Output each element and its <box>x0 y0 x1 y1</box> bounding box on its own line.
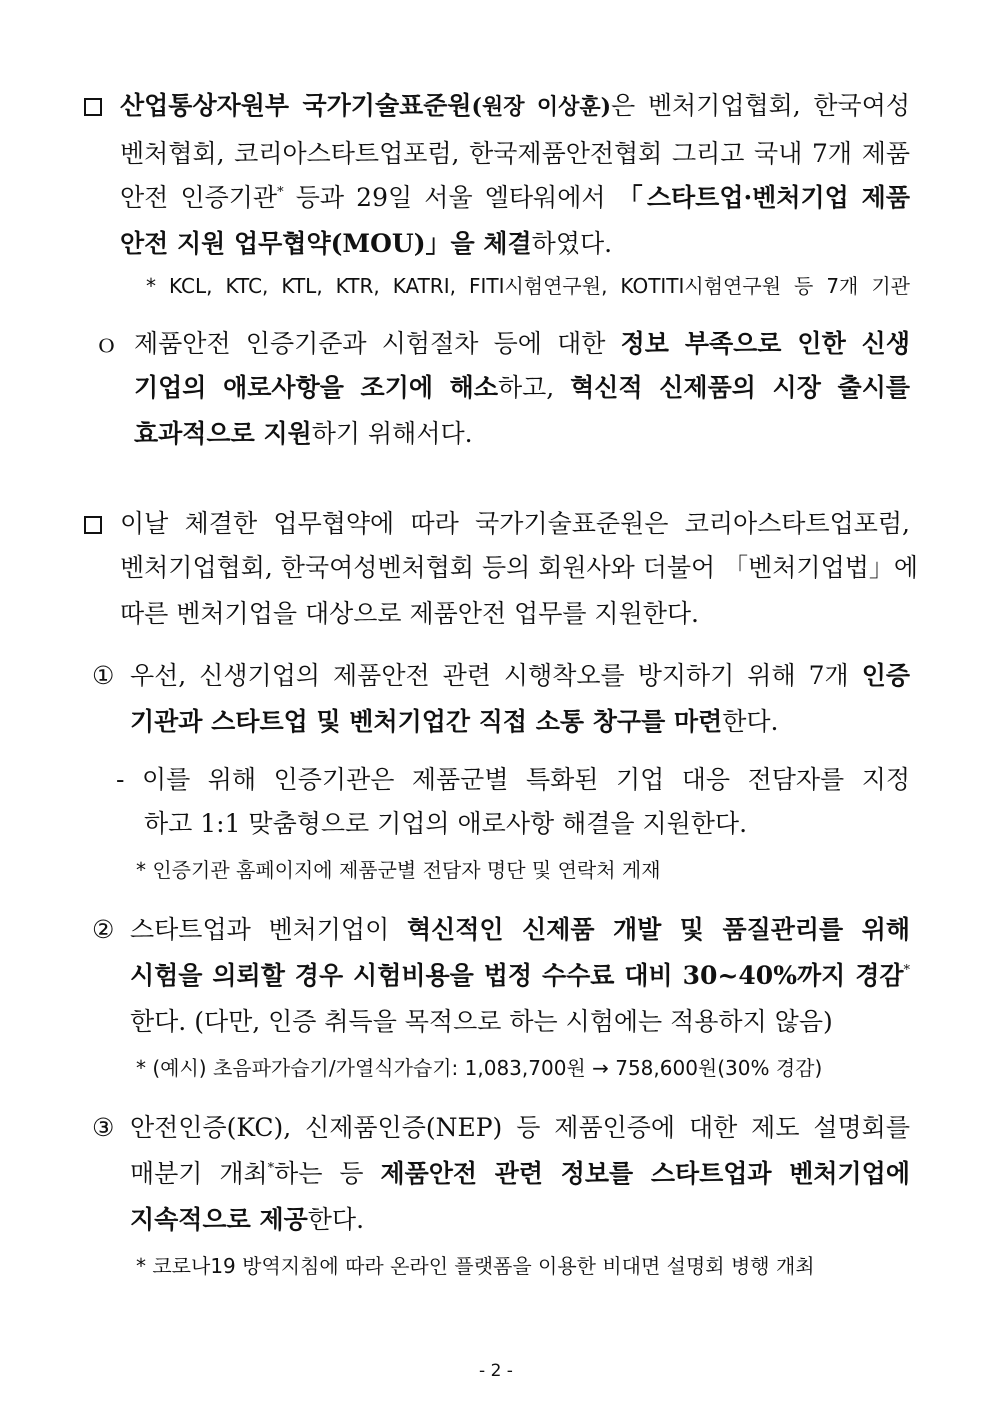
item3-footnote-star: * <box>136 1254 146 1278</box>
p1sub-l3-text: 하기 위해서다. <box>311 419 473 448</box>
p1-l3-a: 안전 인증기관 <box>120 183 278 212</box>
item1-sub-line-1: 이를 위해 인증기관은 제품군별 특화된 기업 대응 전담자를 지정 <box>142 765 910 794</box>
item3-l3-bold: 지속적으로 제공 <box>130 1205 308 1234</box>
item3-l2-a: 매분기 개최 <box>130 1159 268 1188</box>
number-1-icon: ① <box>92 661 115 690</box>
item2-line-2 <box>130 960 910 992</box>
circle-bullet-icon: ｏ <box>94 329 120 358</box>
page-number: - 2 - <box>479 1361 513 1381</box>
item2-line-1 <box>130 914 910 946</box>
item3-line-2 <box>130 1158 910 1190</box>
p1-director: (원장 이상훈) <box>471 94 612 120</box>
p1-l3-b: 등과 29일 서울 엘타워에서 <box>283 183 618 212</box>
item1-sub-line-2: 하고 1:1 맞춤형으로 기업의 애로사항 해결을 지원한다. <box>144 809 748 838</box>
p1-footnote-star: * <box>146 274 156 298</box>
p2-line-2: 벤처기업협회, 한국여성벤처협회 등의 회원사와 더불어 「벤처기업법」에 <box>120 553 919 582</box>
p1sub-l3-bold: 효과적으로 지원 <box>134 419 312 448</box>
p1-l3-star: * <box>277 185 284 200</box>
item2-footnote <box>136 1054 822 1082</box>
p1-line-4 <box>120 228 612 260</box>
p1-ministry: 산업통상자원부 국가기술표준원 <box>120 91 472 120</box>
dash-bullet-icon: - <box>116 765 125 794</box>
checkbox-square-icon <box>84 98 102 116</box>
p1-line-3 <box>120 182 910 214</box>
p1sub-l2-bold-b: 혁신적 신제품의 시장 출시를 <box>570 373 910 402</box>
p1sub-line-2 <box>134 372 910 404</box>
item1-l2-bold: 기관과 스타트업 및 벤처기업간 직접 소통 창구를 마련 <box>130 707 723 736</box>
p1-l1-text: 은 벤처기업협회, 한국여성 <box>611 91 910 120</box>
p1sub-l1-bold: 정보 부족으로 인한 신생 <box>620 329 910 358</box>
item3-l3-text: 한다. <box>307 1205 365 1234</box>
item2-l1-bold: 혁신적인 신제품 개발 및 품질관리를 위해 <box>406 915 910 944</box>
item3-l2-bold: 제품안전 관련 정보를 스타트업과 벤처기업에 <box>380 1159 910 1188</box>
item2-l2-star: * <box>903 963 910 978</box>
item3-l2-star: * <box>267 1161 275 1176</box>
item3-l2-b: 하는 등 <box>274 1159 381 1188</box>
p1sub-l2-text: 하고, <box>497 373 571 402</box>
item2-l1-text: 스타트업과 벤처기업이 <box>130 915 407 944</box>
p1sub-line-1 <box>134 328 910 360</box>
p1-l3-bold: 「스타트업·벤처기업 제품 <box>617 183 910 212</box>
item2-line-3: 한다. (다만, 인증 취득을 목적으로 하는 시험에는 적용하지 않음) <box>130 1007 833 1036</box>
item1-line-2 <box>130 706 778 738</box>
item3-line-1: 안전인증(KC), 신제품인증(NEP) 등 제품인증에 대한 제도 설명회를 <box>130 1113 910 1142</box>
p1sub-l2-bold-a: 기업의 애로사항을 조기에 해소 <box>134 373 498 402</box>
item1-l1-bold: 인증 <box>861 661 910 690</box>
number-2-icon: ② <box>92 915 115 944</box>
item2-footnote-star: * <box>136 1056 146 1080</box>
p1-l4-bold: 안전 지원 업무협약(MOU)」을 체결 <box>120 229 532 258</box>
number-3-icon: ③ <box>92 1113 115 1142</box>
item2-footnote-text: (예시) 초음파가습기/가열식가습기: 1,083,700원 → 758,600원(30% 경감) <box>152 1056 823 1080</box>
item1-footnote <box>136 856 661 884</box>
item1-line-1 <box>130 660 910 692</box>
p1-line-1 <box>120 90 910 123</box>
p1sub-l1-a: 제품안전 인증기준과 시험절차 등에 대한 <box>134 329 621 358</box>
item3-line-3 <box>130 1204 364 1236</box>
item1-footnote-star: * <box>136 858 146 882</box>
p1-footnote <box>146 272 910 300</box>
p1sub-line-3 <box>134 418 473 450</box>
item3-footnote <box>136 1252 815 1280</box>
p1-l4-text: 하였다. <box>531 229 613 258</box>
item1-l1-text: 우선, 신생기업의 제품안전 관련 시행착오를 방지하기 위해 7개 <box>130 661 862 690</box>
item1-footnote-text: 인증기관 홈페이지에 제품군별 전담자 명단 및 연락처 게재 <box>152 858 661 882</box>
checkbox-square-icon <box>84 516 102 534</box>
p2-line-1: 이날 체결한 업무협약에 따라 국가기술표준원은 코리아스타트업포럼, <box>120 509 910 538</box>
item3-footnote-text: 코로나19 방역지침에 따라 온라인 플랫폼을 이용한 비대면 설명회 병행 개최 <box>152 1254 815 1278</box>
p1-footnote-text: KCL, KTC, KTL, KTR, KATRI, FITI시험연구원, KOTITI시험연구원 등 7개 기관 <box>169 274 911 298</box>
item1-l2-text: 한다. <box>722 707 779 736</box>
p2-line-3: 따른 벤처기업을 대상으로 제품안전 업무를 지원한다. <box>120 599 699 628</box>
item2-l2-bold: 시험을 의뢰할 경우 시험비용을 법정 수수료 대비 30~40%까지 경감 <box>130 961 904 990</box>
p1-line-2: 벤처협회, 코리아스타트업포럼, 한국제품안전협회 그리고 국내 7개 제품 <box>120 139 910 168</box>
